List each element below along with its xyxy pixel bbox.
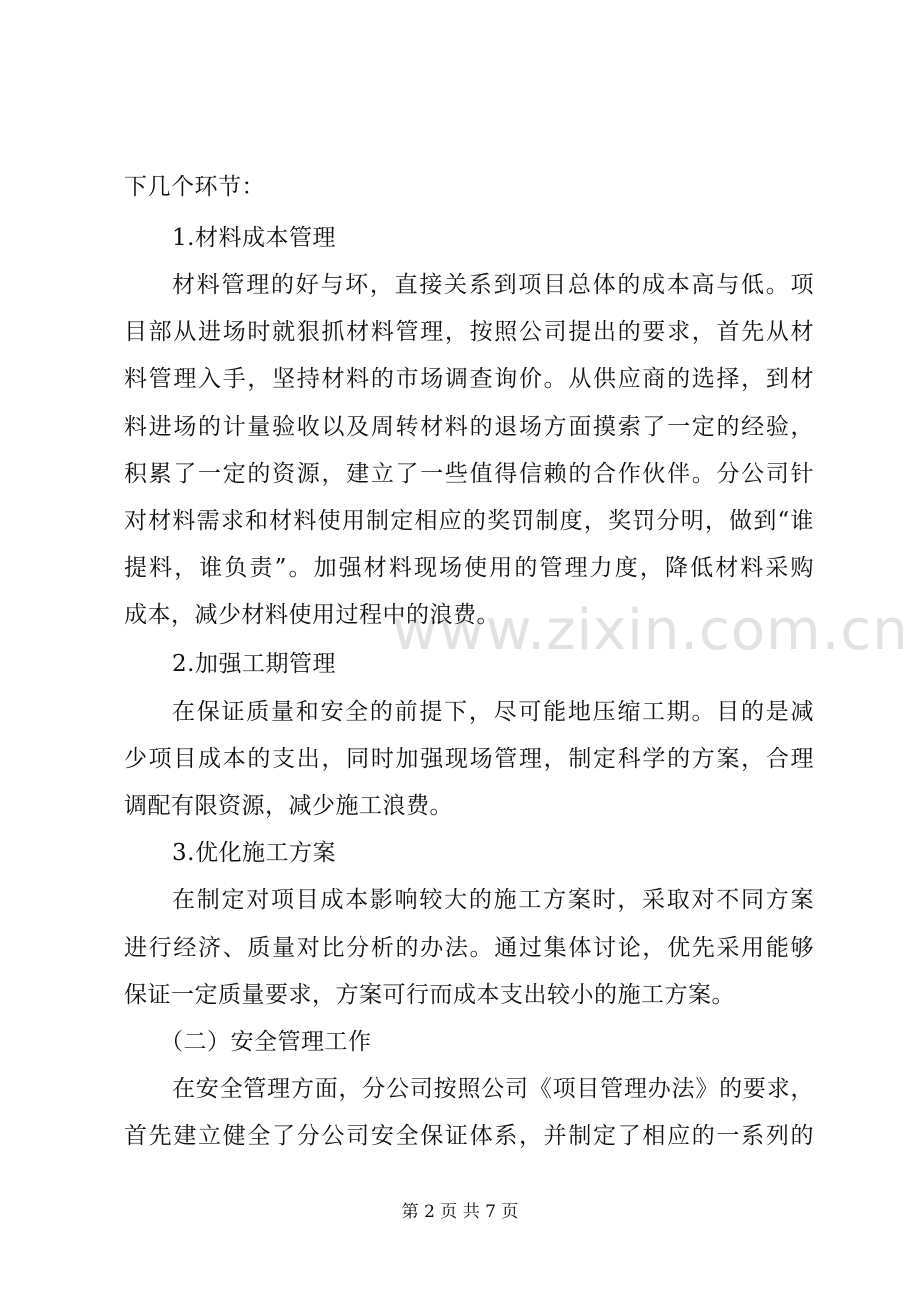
paragraph-line: 提料，谁负责”。加强材料现场使用的管理力度，降低材料采购 (124, 555, 814, 581)
page-footer: 第 2 页 共 7 页 (401, 1202, 519, 1222)
paragraph-line: 首先建立健全了分公司安全保证体系，并制定了相应的一系列的 (124, 1123, 814, 1149)
paragraph-line: 料管理入手，坚持材料的市场调查询价。从供应商的选择，到材 (124, 366, 814, 392)
paragraph-line: 成本，减少材料使用过程中的浪费。 (124, 602, 500, 628)
paragraph-line: 对材料需求和材料使用制定相应的奖罚制度，奖罚分明，做到“谁 (124, 508, 814, 534)
paragraph-line: 少项目成本的支出，同时加强现场管理，制定科学的方案，合理 (124, 746, 814, 772)
watermark: www.zixin.com.cn (392, 598, 909, 663)
paragraph-line: 料进场的计量验收以及周转材料的退场方面摸索了一定的经验， (124, 414, 814, 440)
paragraph-line: 保证一定质量要求，方案可行而成本支出较小的施工方案。 (124, 982, 735, 1008)
paragraph-line: 目部从进场时就狠抓材料管理，按照公司提出的要求，首先从材 (124, 319, 814, 345)
paragraph-line: 调配有限资源，减少施工浪费。 (124, 793, 453, 819)
section-heading: 2.加强工期管理 (172, 651, 336, 677)
paragraph-line: 在制定对项目成本影响较大的施工方案时，采取对不同方案 (172, 887, 814, 913)
text-line: 下几个环节： (124, 174, 265, 200)
paragraph-line: 在保证质量和安全的前提下，尽可能地压缩工期。目的是减 (172, 699, 814, 725)
section-heading: （二）安全管理工作 (160, 1029, 372, 1055)
paragraph-line: 在安全管理方面，分公司按照公司《项目管理办法》的要求， (172, 1076, 814, 1102)
paragraph-line: 材料管理的好与坏，直接关系到项目总体的成本高与低。项 (172, 272, 814, 298)
paragraph-line: 进行经济、质量对比分析的办法。通过集体讨论，优先采用能够 (124, 935, 814, 961)
paragraph-line: 积累了一定的资源，建立了一些值得信赖的合作伙伴。分公司针 (124, 461, 814, 487)
section-heading: 3.优化施工方案 (172, 840, 336, 866)
section-heading: 1.材料成本管理 (172, 225, 336, 251)
